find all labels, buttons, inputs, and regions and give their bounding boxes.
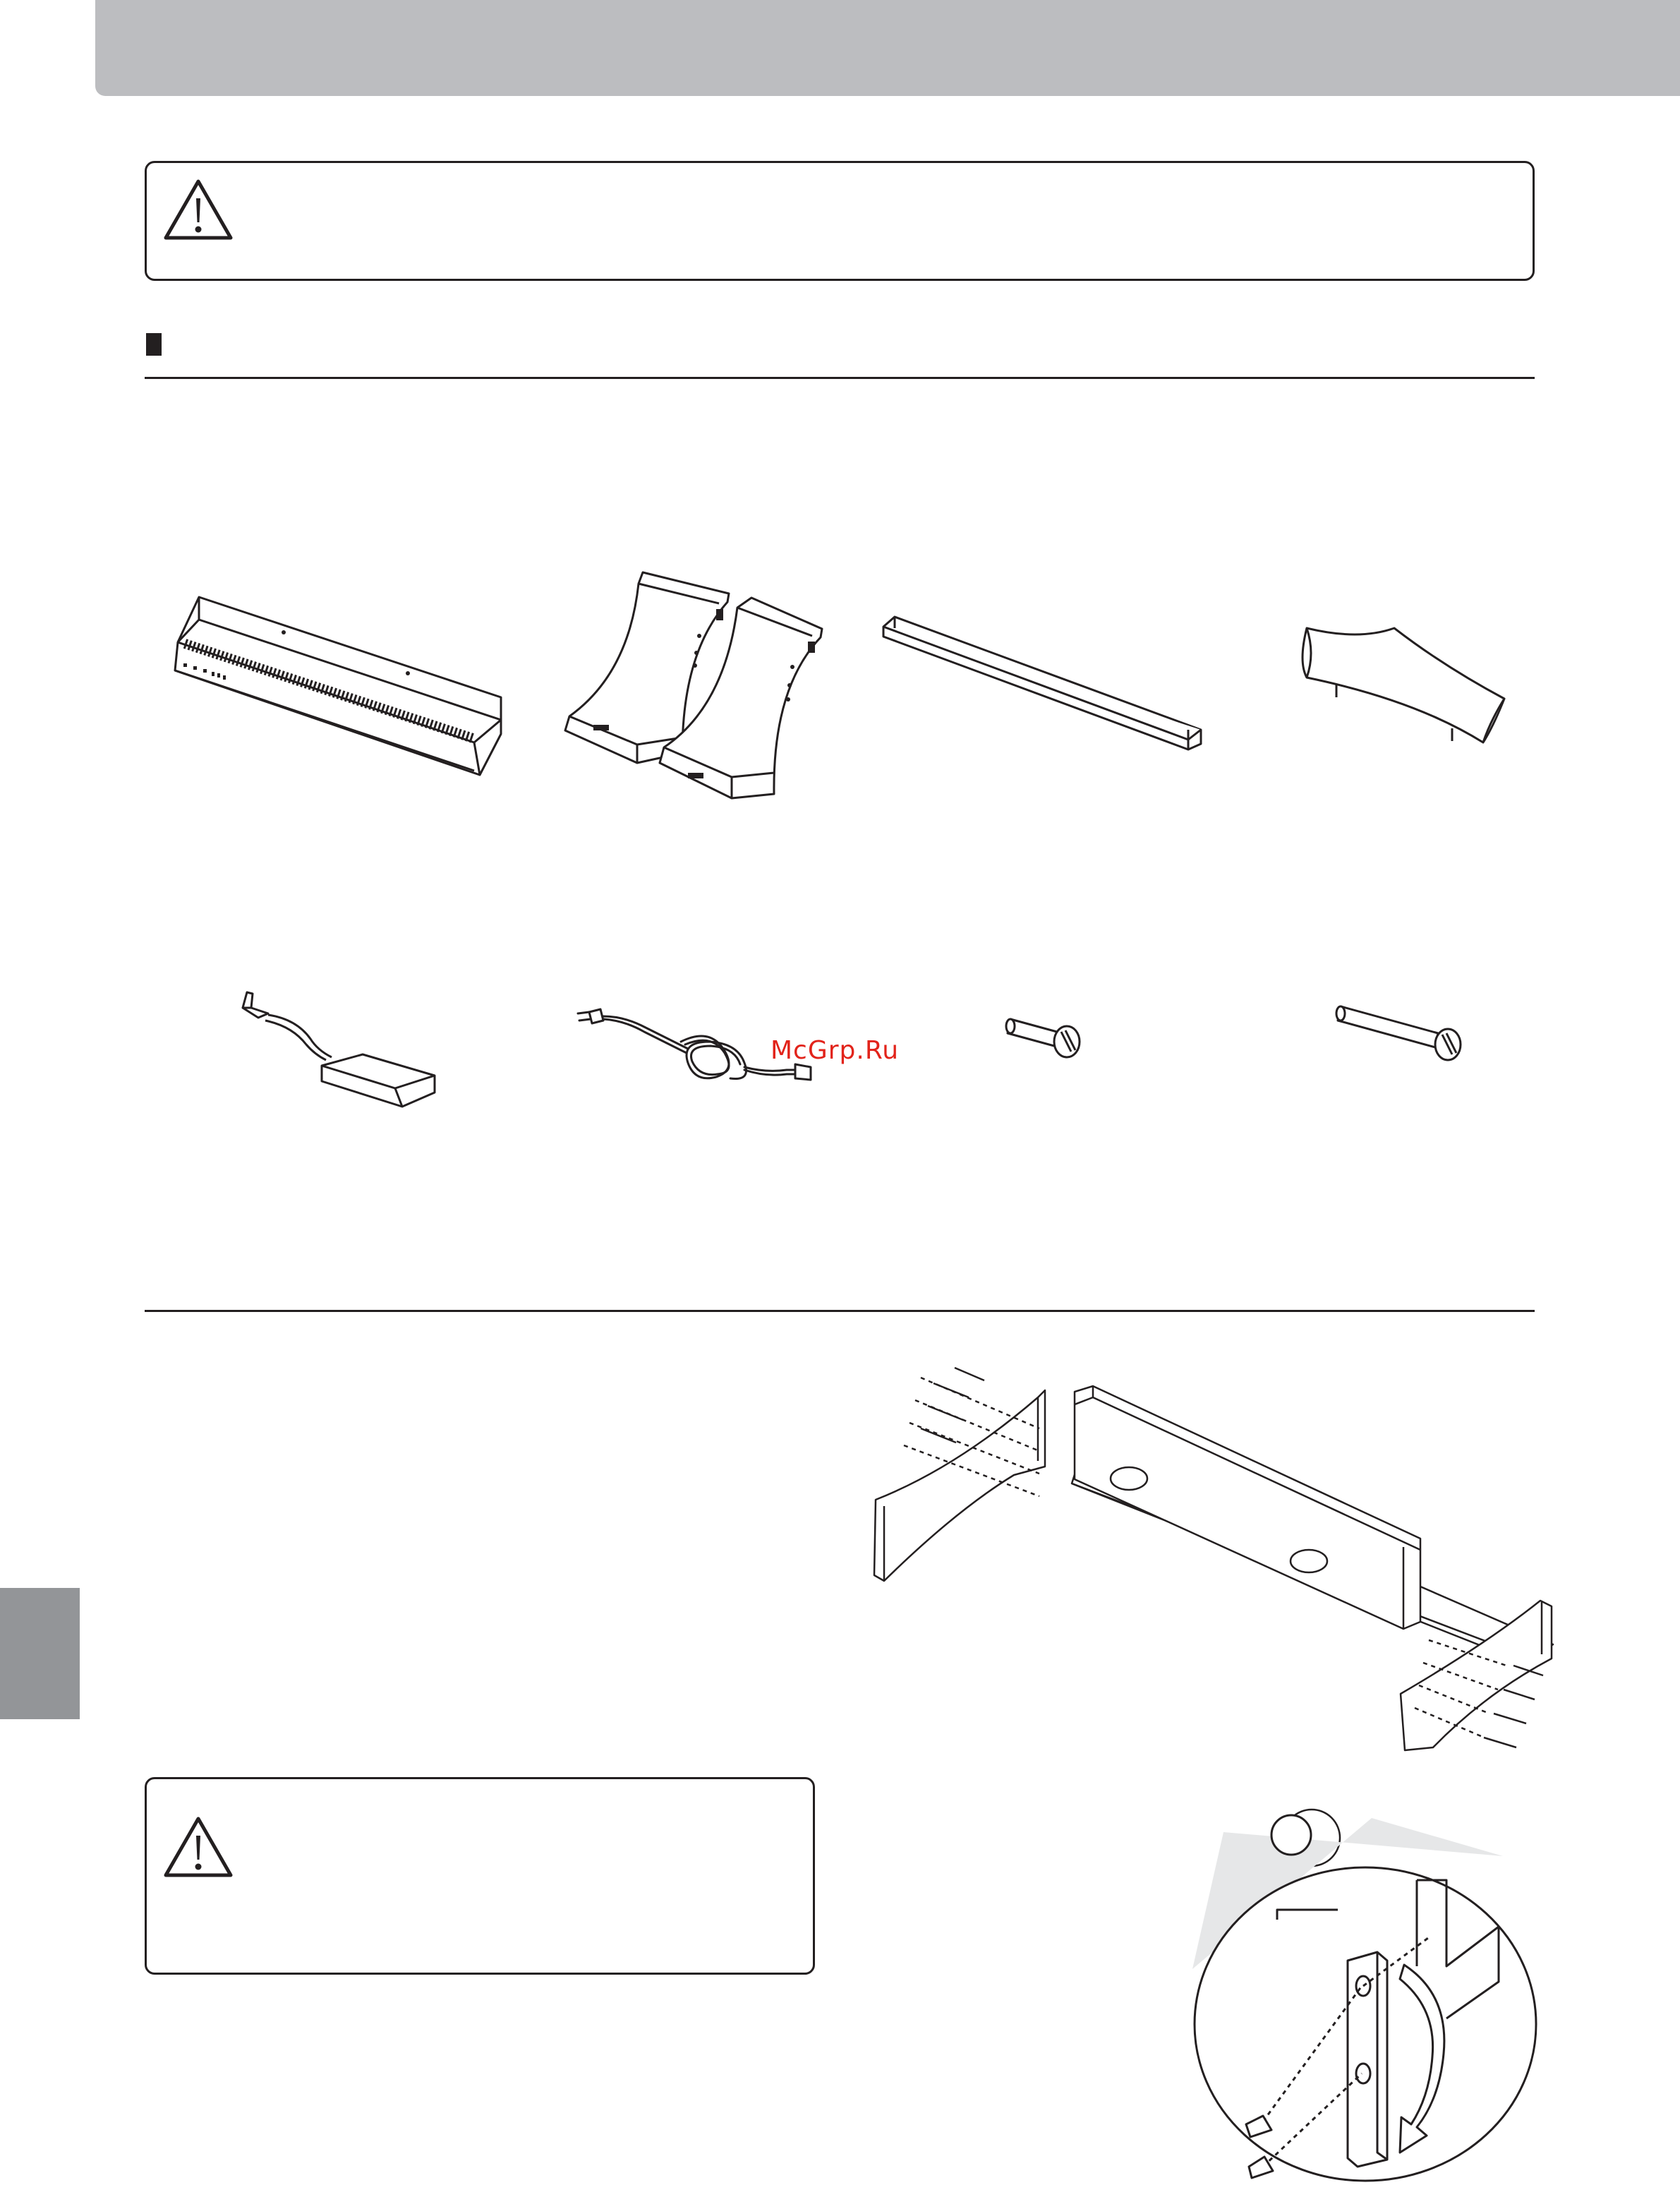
side-panels-illustration bbox=[561, 568, 826, 801]
main-unit-illustration bbox=[169, 593, 508, 776]
short-screw-illustration bbox=[1003, 1008, 1084, 1064]
music-rest-illustration bbox=[1295, 622, 1509, 750]
warning-triangle-icon bbox=[162, 177, 234, 242]
ac-adaptor-illustration bbox=[233, 987, 437, 1114]
header-bar bbox=[95, 0, 1680, 96]
section-marker bbox=[146, 333, 162, 356]
back-board-illustration bbox=[881, 613, 1207, 754]
chapter-side-tab bbox=[0, 1588, 80, 1719]
warning-triangle-icon bbox=[162, 1814, 234, 1879]
section-rule-top bbox=[145, 377, 1535, 379]
bracket-detail-callout bbox=[1178, 1814, 1545, 2181]
warning-box-top bbox=[145, 161, 1535, 281]
long-screw-illustration bbox=[1334, 998, 1464, 1069]
warning-box-bottom bbox=[145, 1777, 815, 1975]
section-rule-middle bbox=[145, 1310, 1535, 1312]
watermark-text: McGrp.Ru bbox=[770, 1036, 900, 1065]
stand-assembly-diagram bbox=[850, 1355, 1556, 1793]
